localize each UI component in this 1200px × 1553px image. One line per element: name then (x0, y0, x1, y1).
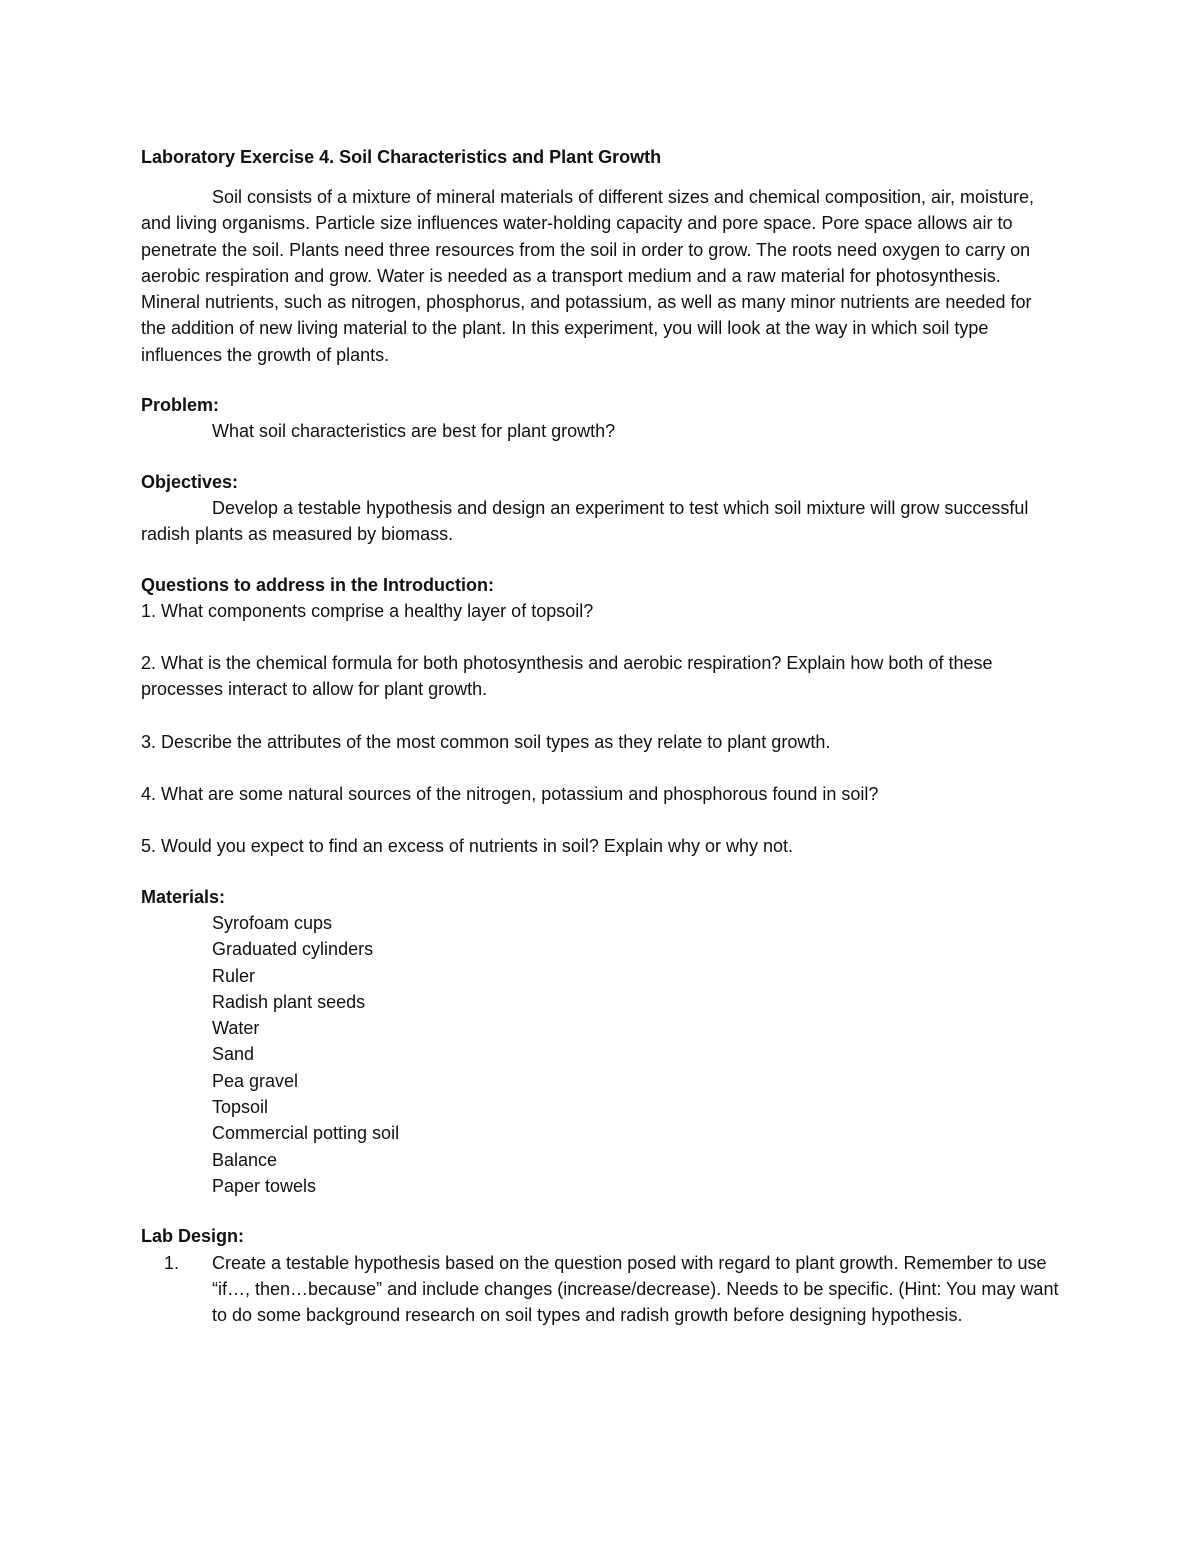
lab-design-list (141, 1250, 1061, 1329)
material-item: Graduated cylinders (212, 939, 374, 960)
material-item: Commercial potting soil (212, 1123, 400, 1144)
intro-paragraph: Soil consists of a mixture of mineral materials of different sizes and chemical composition, air, moisture, and living organisms. Particle size influences water-holding capacity and pore space. Pore space allows air to penetrate the soil. Plants need three resources from the soil in order to grow. The roots need oxygen to carry on aerobic respiration and grow. Water is needed as a transport medium and a raw material for photosynthesis. Mineral nutrients, such as nitrogen, phosphorus, and potassium, as well as many minor nutrients are needed for the addition of new living material to the plant. In this experiment, you will look at the way in which soil type influences the growth of plants. (141, 187, 1035, 365)
material-item: Ruler (212, 965, 256, 986)
problem-text: What soil characteristics are best for plant growth? (212, 421, 616, 442)
lab-design-item-text: Create a testable hypothesis based on the question posed with regard to plant growth. Remember to use “if…, then…because” and include changes (increase/decrease). Needs to be specific. (Hint: You may want to do some background research on soil types and radish growth before designing hypothesis. (212, 1252, 1059, 1326)
material-item: Water (212, 1018, 260, 1039)
question-item: 4. What are some natural sources of the nitrogen, potassium and phosphorous found in soil? (141, 784, 879, 805)
document-page (141, 144, 1061, 1328)
question-item: 1. What components comprise a healthy layer of topsoil? (141, 600, 594, 621)
material-item: Paper towels (212, 1175, 317, 1196)
materials-section (141, 884, 1061, 1200)
question-item: 2. What is the chemical formula for both photosynthesis and aerobic respiration? Explain how both of these processes interact to allow for plant growth. (141, 653, 993, 700)
lab-design-section (141, 1223, 1061, 1328)
questions-heading: Questions to address in the Introduction: (141, 574, 495, 595)
material-item: Radish plant seeds (212, 991, 366, 1012)
problem-heading: Problem: (141, 395, 220, 416)
objectives-text: Develop a testable hypothesis and design an experiment to test which soil mixture will grow successful radish plants as measured by biomass. (141, 497, 1029, 545)
question-item: 3. Describe the attributes of the most common soil types as they relate to plant growth. (141, 731, 831, 752)
material-item: Pea gravel (212, 1070, 299, 1091)
document-title: Laboratory Exercise 4. Soil Characteristics and Plant Growth (141, 147, 662, 167)
objectives-section (141, 469, 1061, 548)
material-item: Syrofoam cups (212, 912, 333, 933)
material-item: Topsoil (212, 1097, 269, 1118)
material-item: Sand (212, 1044, 255, 1065)
lab-design-item (141, 1250, 1061, 1329)
problem-section (141, 392, 1061, 445)
lab-design-item-number: 1. (164, 1252, 180, 1273)
material-item: Balance (212, 1149, 278, 1170)
questions-section (141, 572, 1061, 860)
materials-heading: Materials: (141, 886, 226, 907)
objectives-heading: Objectives: (141, 471, 239, 492)
question-item: 5. Would you expect to find an excess of nutrients in soil? Explain why or why not. (141, 836, 794, 857)
materials-list (141, 910, 1061, 1199)
lab-design-heading: Lab Design: (141, 1226, 245, 1247)
